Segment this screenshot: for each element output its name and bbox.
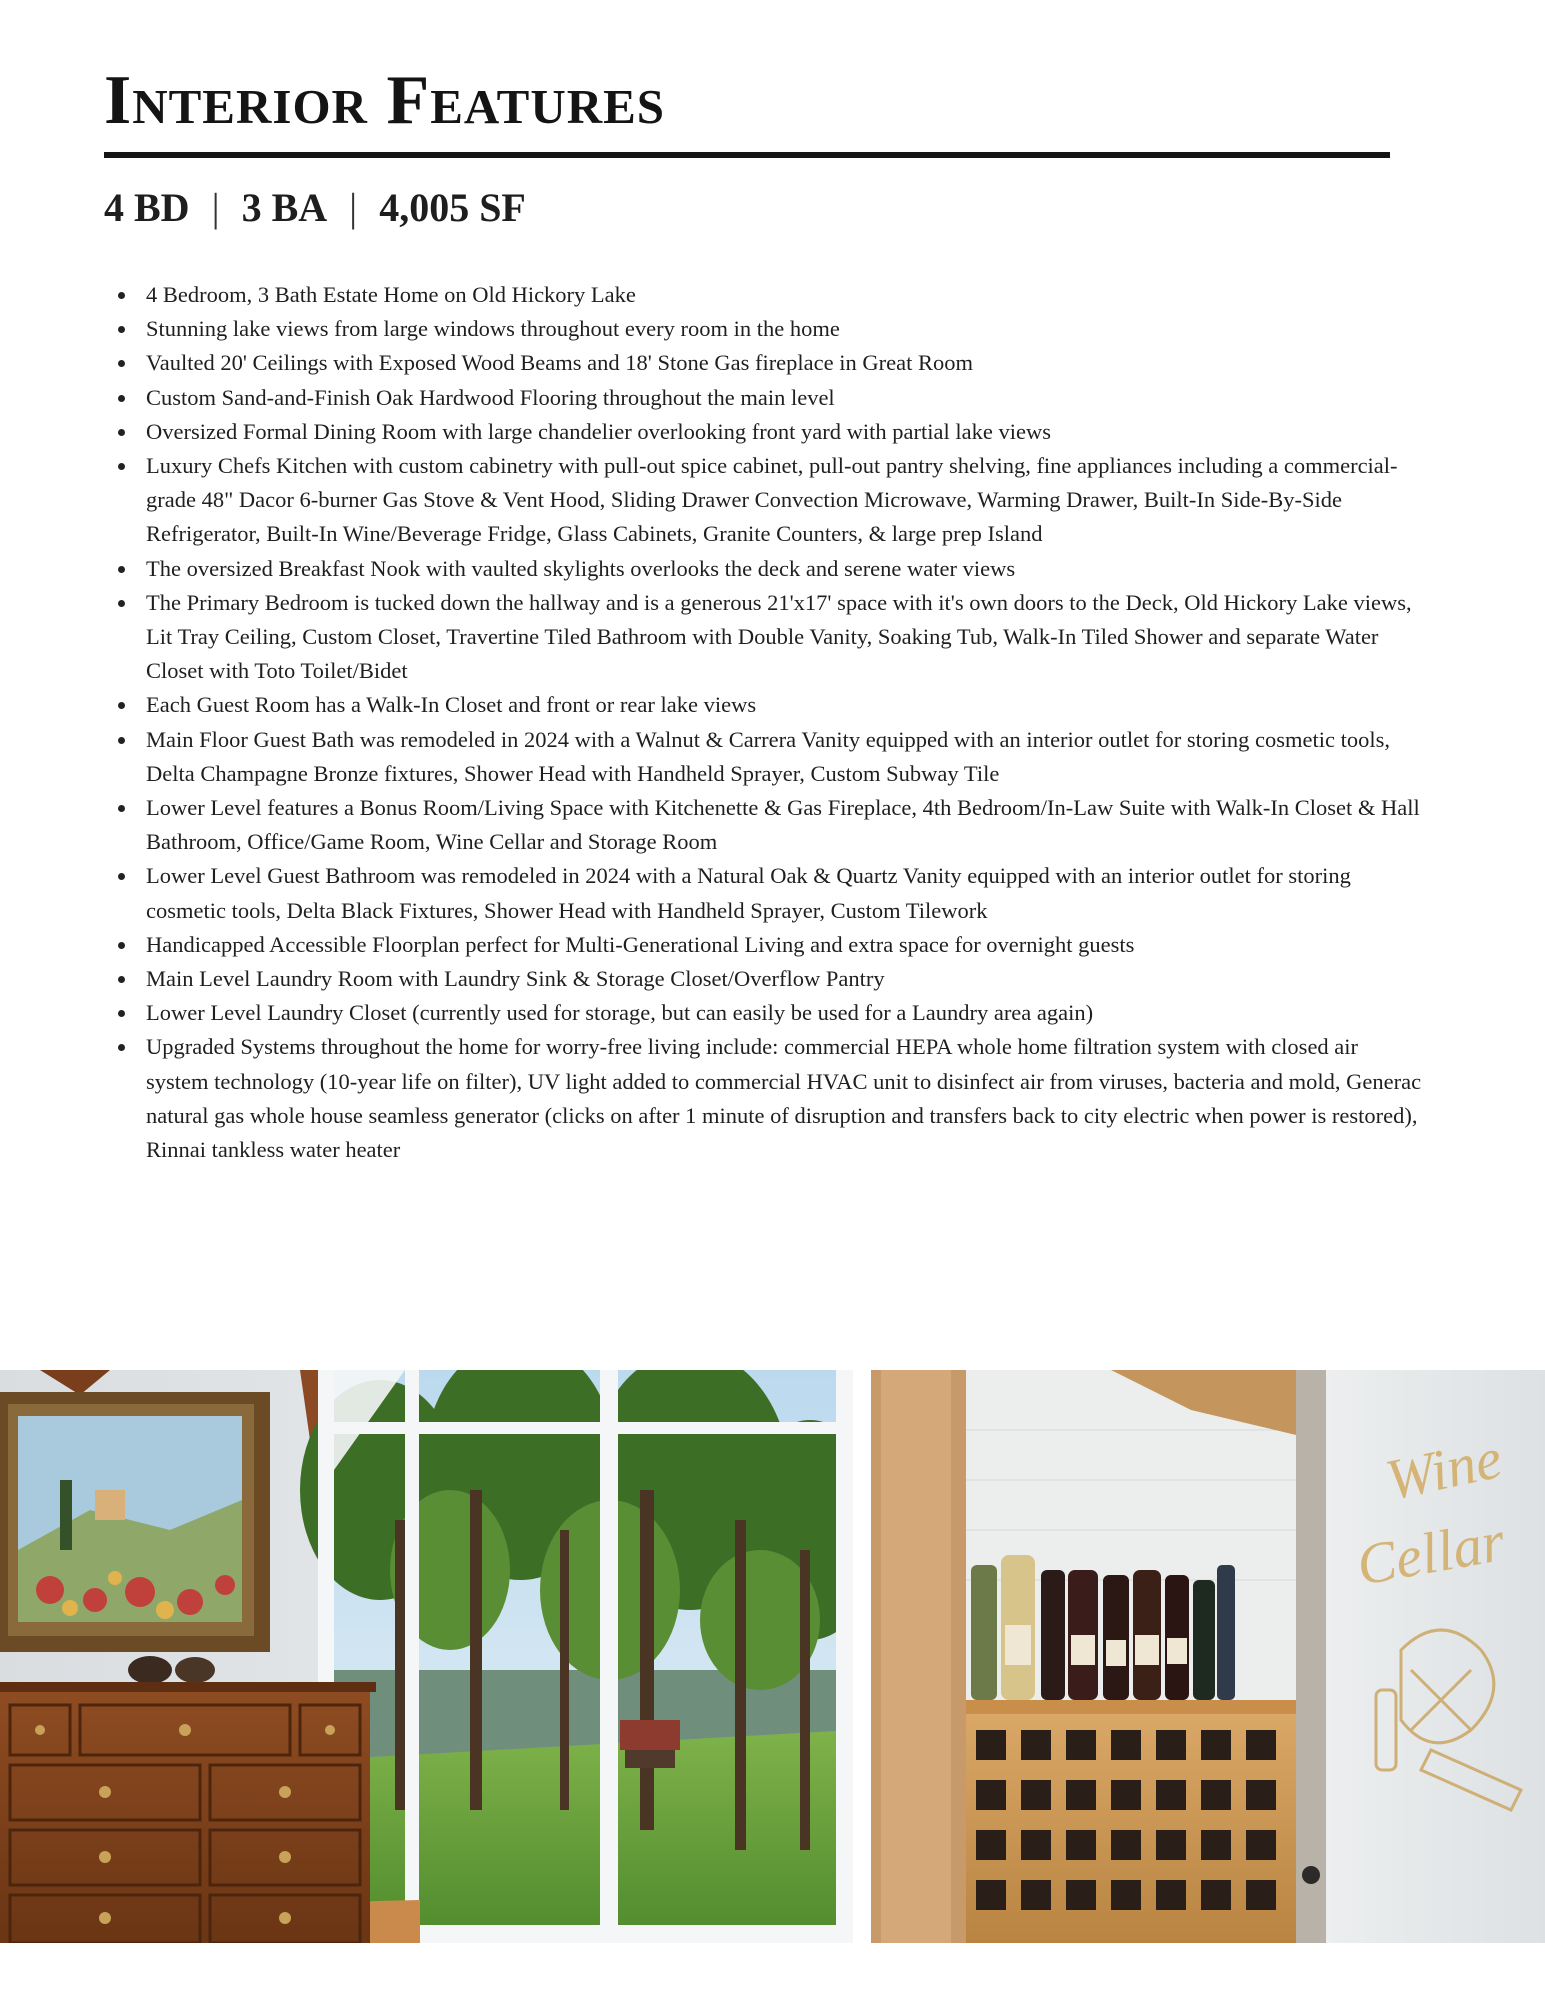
feature-item: Lower Level Guest Bathroom was remodeled in 2024 with a Natural Oak & Quartz Vanity equipped with an interior outlet for storing cosmetic tools, Delta Black Fixtures, Shower Head with Handheld Sprayer, Custom Tilework [104, 859, 1424, 927]
feature-item: Upgraded Systems throughout the home for worry-free living include: commercial HEPA whole home filtration system with closed air system technology (10-year life on filter), UV light added to commercial HVAC unit to disinfect air from viruses, bacteria and mold, Generac natural gas whole house seamless generator (clicks on after 1 minute of disruption and transfers back to city electric when power is restored), Rinnai tankless water heater [104, 1030, 1424, 1167]
wine-cellar-illustration [871, 1370, 1545, 1943]
title-divider [104, 152, 1390, 158]
feature-item: Oversized Formal Dining Room with large chandelier overlooking front yard with partial lake views [104, 415, 1424, 449]
cellar-label: Cellar [1351, 1508, 1510, 1598]
wine-label: Wine [1380, 1425, 1508, 1513]
feature-item: Stunning lake views from large windows throughout every room in the home [104, 312, 1424, 346]
property-stats [104, 185, 526, 230]
feature-item: Each Guest Room has a Walk-In Closet and front or rear lake views [104, 688, 1424, 722]
stats-separator: | [349, 185, 358, 230]
square-footage: 4,005 SF [379, 185, 526, 230]
feature-item: The Primary Bedroom is tucked down the hallway and is a generous 21'x17' space with it's own doors to the Deck, Old Hickory Lake views, Lit Tray Ceiling, Custom Closet, Travertine Tiled Bathroom with Double Vanity, Soaking Tub, Walk-In Tiled Shower and separate Water Closet with Toto Toilet/Bidet [104, 586, 1424, 689]
feature-list [104, 278, 1424, 1167]
beds-count: 4 BD [104, 185, 190, 230]
feature-item: Handicapped Accessible Floorplan perfect for Multi-Generational Living and extra space for overnight guests [104, 928, 1424, 962]
feature-item: The oversized Breakfast Nook with vaulted skylights overlooks the deck and serene water views [104, 552, 1424, 586]
feature-item: Main Level Laundry Room with Laundry Sink & Storage Closet/Overflow Pantry [104, 962, 1424, 996]
feature-item: Lower Level Laundry Closet (currently used for storage, but can easily be used for a Laundry area again) [104, 996, 1424, 1030]
page-title: Interior Features [104, 62, 666, 139]
feature-item: Luxury Chefs Kitchen with custom cabinetry with pull-out spice cabinet, pull-out pantry shelving, fine appliances including a commercial-grade 48" Dacor 6-burner Gas Stove & Vent Hood, Sliding Drawer Convection Microwave, Warming Drawer, Built-In Side-By-Side Refrigerator, Built-In Wine/Beverage Fridge, Glass Cabinets, Granite Counters, & large prep Island [104, 449, 1424, 552]
feature-item: Custom Sand-and-Finish Oak Hardwood Flooring throughout the main level [104, 381, 1424, 415]
lake-view-room-illustration [0, 1370, 853, 1943]
feature-item: Vaulted 20' Ceilings with Exposed Wood Beams and 18' Stone Gas fireplace in Great Room [104, 346, 1424, 380]
lake-view-room-photo [0, 1370, 853, 1943]
feature-item: 4 Bedroom, 3 Bath Estate Home on Old Hickory Lake [104, 278, 1424, 312]
stats-separator: | [211, 185, 220, 230]
wine-cellar-photo [871, 1370, 1545, 1943]
feature-item: Main Floor Guest Bath was remodeled in 2024 with a Walnut & Carrera Vanity equipped with an interior outlet for storing cosmetic tools, Delta Champagne Bronze fixtures, Shower Head with Handheld Sprayer, Custom Subway Tile [104, 723, 1424, 791]
feature-item: Lower Level features a Bonus Room/Living Space with Kitchenette & Gas Fireplace, 4th Bedroom/In-Law Suite with Walk-In Closet & Hall Bathroom, Office/Game Room, Wine Cellar and Storage Room [104, 791, 1424, 859]
baths-count: 3 BA [241, 185, 328, 230]
